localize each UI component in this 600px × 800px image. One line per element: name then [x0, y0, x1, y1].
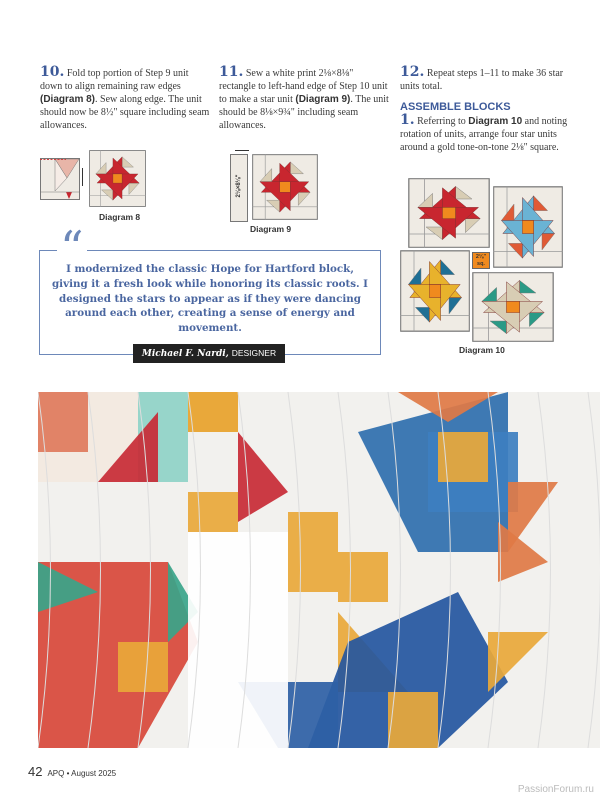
- page-number: 42: [28, 764, 43, 779]
- pull-quote-text: I modernized the classic Hope for Hartford block, giving it a fresh look while honoring its classic roots. I designed the stars to appear as if they were dancing around each other, creating a sense of energy and movement.: [51, 263, 369, 335]
- page-footer: [28, 764, 116, 779]
- quilt-patch: [338, 552, 388, 602]
- quilt-patch: [188, 492, 238, 532]
- diagram-10-caption: Diagram 10: [459, 345, 505, 355]
- quilt-patch: [388, 692, 438, 748]
- arrow-left-icon: [235, 150, 249, 151]
- center-square: [280, 182, 291, 193]
- quilt-patch: [38, 392, 88, 452]
- quilt-patch: [118, 642, 168, 692]
- center-square: [522, 220, 533, 233]
- diagram-ref: Diagram 10: [468, 116, 523, 127]
- step-10: [40, 66, 212, 132]
- diagram-10-blue-star: [493, 186, 563, 268]
- diagram-10-gold-star: [400, 250, 470, 332]
- step-text: Sew a white print 2⅛×8⅛" rectangle to left-hand edge of Step 10 unit to make a star unit: [219, 68, 388, 105]
- quilt-patch: [288, 512, 338, 592]
- center-square: [113, 174, 122, 183]
- step-number: 1.: [400, 112, 415, 128]
- diagram-ref: (Diagram 9): [295, 94, 351, 105]
- diagram-9-strip: [230, 154, 248, 222]
- quilt-photo: [38, 392, 600, 748]
- strip-label: 2⅛×8⅛": [236, 174, 242, 198]
- fold-arrow-icon: [82, 168, 83, 186]
- diagram-8-star-unit: [89, 150, 146, 207]
- step-12: [400, 66, 570, 154]
- step-number: 10.: [40, 64, 65, 80]
- diagram-10-red-star: [408, 178, 490, 248]
- quote-mark-icon: “: [57, 228, 87, 268]
- quote-attribution: [133, 344, 285, 363]
- step-number: 11.: [219, 64, 244, 80]
- section-heading: ASSEMBLE BLOCKS: [400, 101, 511, 113]
- center-square: [506, 301, 519, 312]
- center-square: [429, 284, 440, 297]
- step-text: and noting rotation of units, arrange four star units around a gold tone-on-tone 2⅛" square.: [400, 116, 568, 153]
- diagram-9-caption: Diagram 9: [250, 224, 292, 234]
- author-name: Michael F. Nardi,: [141, 349, 229, 359]
- diagram-9-star-unit: [252, 154, 318, 220]
- watermark: PassionForum.ru: [517, 784, 594, 795]
- step-text: Referring to: [417, 116, 469, 127]
- diagram-ref: (Diagram 8): [40, 94, 96, 105]
- author-role: DESIGNER: [231, 348, 277, 358]
- publication-info: APQ • August 2025: [47, 769, 117, 778]
- step-11: [219, 66, 391, 132]
- step-text: . Sew along edge. The unit should now be 8½" square including seam allowances.: [40, 94, 210, 131]
- diagram-8-folded-unit: [40, 158, 80, 200]
- quilt-patch: [188, 532, 288, 748]
- diagram-10-tan-star: [472, 272, 554, 342]
- center-square: [442, 207, 455, 218]
- step-text: . The unit should be 8⅛×9¾" including seam allowances.: [219, 94, 389, 131]
- center-square-label: 2⅛" sq.: [472, 252, 490, 269]
- quilt-patch: [188, 392, 238, 432]
- step-text: Fold top portion of Step 9 unit down to align remaining raw edges: [40, 68, 189, 92]
- step-text: Repeat steps 1–11 to make 36 star units total.: [400, 68, 564, 92]
- step-number: 12.: [400, 64, 425, 80]
- diagram-8-caption: Diagram 8: [99, 212, 141, 222]
